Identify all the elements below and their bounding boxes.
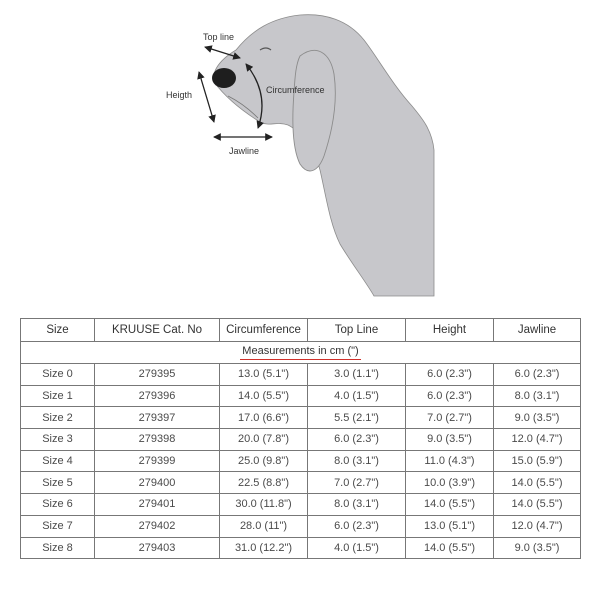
cell-height: 6.0 (2.3") xyxy=(406,364,494,386)
table-row xyxy=(21,472,581,494)
jawline-label: Jawline xyxy=(229,146,260,156)
cell-top-line: 8.0 (3.1") xyxy=(308,494,406,516)
cell-height: 14.0 (5.5") xyxy=(406,537,494,559)
cell-top-line: 4.0 (1.5") xyxy=(308,385,406,407)
header-height: Height xyxy=(406,319,494,342)
cell-catalog-number: 279403 xyxy=(95,537,220,559)
cell-jawline: 9.0 (3.5") xyxy=(494,537,581,559)
cell-size: Size 8 xyxy=(21,537,95,559)
table-row xyxy=(21,429,581,451)
cell-catalog-number: 279400 xyxy=(95,472,220,494)
cell-size: Size 1 xyxy=(21,385,95,407)
top-line-label: Top line xyxy=(203,32,235,42)
table-row xyxy=(21,407,581,429)
cell-height: 6.0 (2.3") xyxy=(406,385,494,407)
cell-size: Size 3 xyxy=(21,429,95,451)
cell-circumference: 13.0 (5.1") xyxy=(220,364,308,386)
cell-top-line: 5.5 (2.1") xyxy=(308,407,406,429)
cell-top-line: 6.0 (2.3") xyxy=(308,515,406,537)
table-row xyxy=(21,515,581,537)
cell-circumference: 14.0 (5.5") xyxy=(220,385,308,407)
cell-height: 10.0 (3.9") xyxy=(406,472,494,494)
height-label: Heigth xyxy=(166,90,193,100)
cell-catalog-number: 279398 xyxy=(95,429,220,451)
cell-circumference: 30.0 (11.8") xyxy=(220,494,308,516)
cell-size: Size 2 xyxy=(21,407,95,429)
cell-size: Size 4 xyxy=(21,450,95,472)
units-note: Measurements in cm (") xyxy=(240,345,360,360)
table-header-row xyxy=(21,319,581,342)
cell-circumference: 22.5 (8.8") xyxy=(220,472,308,494)
cell-size: Size 6 xyxy=(21,494,95,516)
cell-size: Size 0 xyxy=(21,364,95,386)
table-row xyxy=(21,364,581,386)
cell-height: 13.0 (5.1") xyxy=(406,515,494,537)
height-arrow xyxy=(199,72,214,122)
cell-jawline: 15.0 (5.9") xyxy=(494,450,581,472)
table-row xyxy=(21,450,581,472)
cell-circumference: 28.0 (11") xyxy=(220,515,308,537)
cell-jawline: 12.0 (4.7") xyxy=(494,515,581,537)
cell-circumference: 31.0 (12.2") xyxy=(220,537,308,559)
cell-catalog-number: 279395 xyxy=(95,364,220,386)
header-circumference: Circumference xyxy=(220,319,308,342)
cell-circumference: 25.0 (9.8") xyxy=(220,450,308,472)
cell-jawline: 14.0 (5.5") xyxy=(494,472,581,494)
cell-height: 9.0 (3.5") xyxy=(406,429,494,451)
cell-size: Size 7 xyxy=(21,515,95,537)
cell-height: 7.0 (2.7") xyxy=(406,407,494,429)
cell-catalog-number: 279401 xyxy=(95,494,220,516)
units-row xyxy=(21,342,581,364)
cell-top-line: 8.0 (3.1") xyxy=(308,450,406,472)
cell-jawline: 14.0 (5.5") xyxy=(494,494,581,516)
cell-top-line: 3.0 (1.1") xyxy=(308,364,406,386)
table-row xyxy=(21,537,581,559)
cell-jawline: 6.0 (2.3") xyxy=(494,364,581,386)
cell-jawline: 9.0 (3.5") xyxy=(494,407,581,429)
table-row xyxy=(21,385,581,407)
dog-nose xyxy=(212,68,236,88)
cell-catalog-number: 279402 xyxy=(95,515,220,537)
cell-catalog-number: 279396 xyxy=(95,385,220,407)
cell-size: Size 5 xyxy=(21,472,95,494)
cell-top-line: 7.0 (2.7") xyxy=(308,472,406,494)
cell-top-line: 4.0 (1.5") xyxy=(308,537,406,559)
size-chart-table xyxy=(20,318,581,559)
cell-height: 11.0 (4.3") xyxy=(406,450,494,472)
cell-jawline: 8.0 (3.1") xyxy=(494,385,581,407)
cell-circumference: 20.0 (7.8") xyxy=(220,429,308,451)
header-jawline: Jawline xyxy=(494,319,581,342)
cell-jawline: 12.0 (4.7") xyxy=(494,429,581,451)
cell-top-line: 6.0 (2.3") xyxy=(308,429,406,451)
cell-catalog-number: 279399 xyxy=(95,450,220,472)
cell-catalog-number: 279397 xyxy=(95,407,220,429)
cell-height: 14.0 (5.5") xyxy=(406,494,494,516)
table-row xyxy=(21,494,581,516)
header-top-line: Top Line xyxy=(308,319,406,342)
cell-circumference: 17.0 (6.6") xyxy=(220,407,308,429)
header-catalog-number: KRUUSE Cat. No xyxy=(95,319,220,342)
header-size: Size xyxy=(21,319,95,342)
circumference-label: Circumference xyxy=(266,85,325,95)
